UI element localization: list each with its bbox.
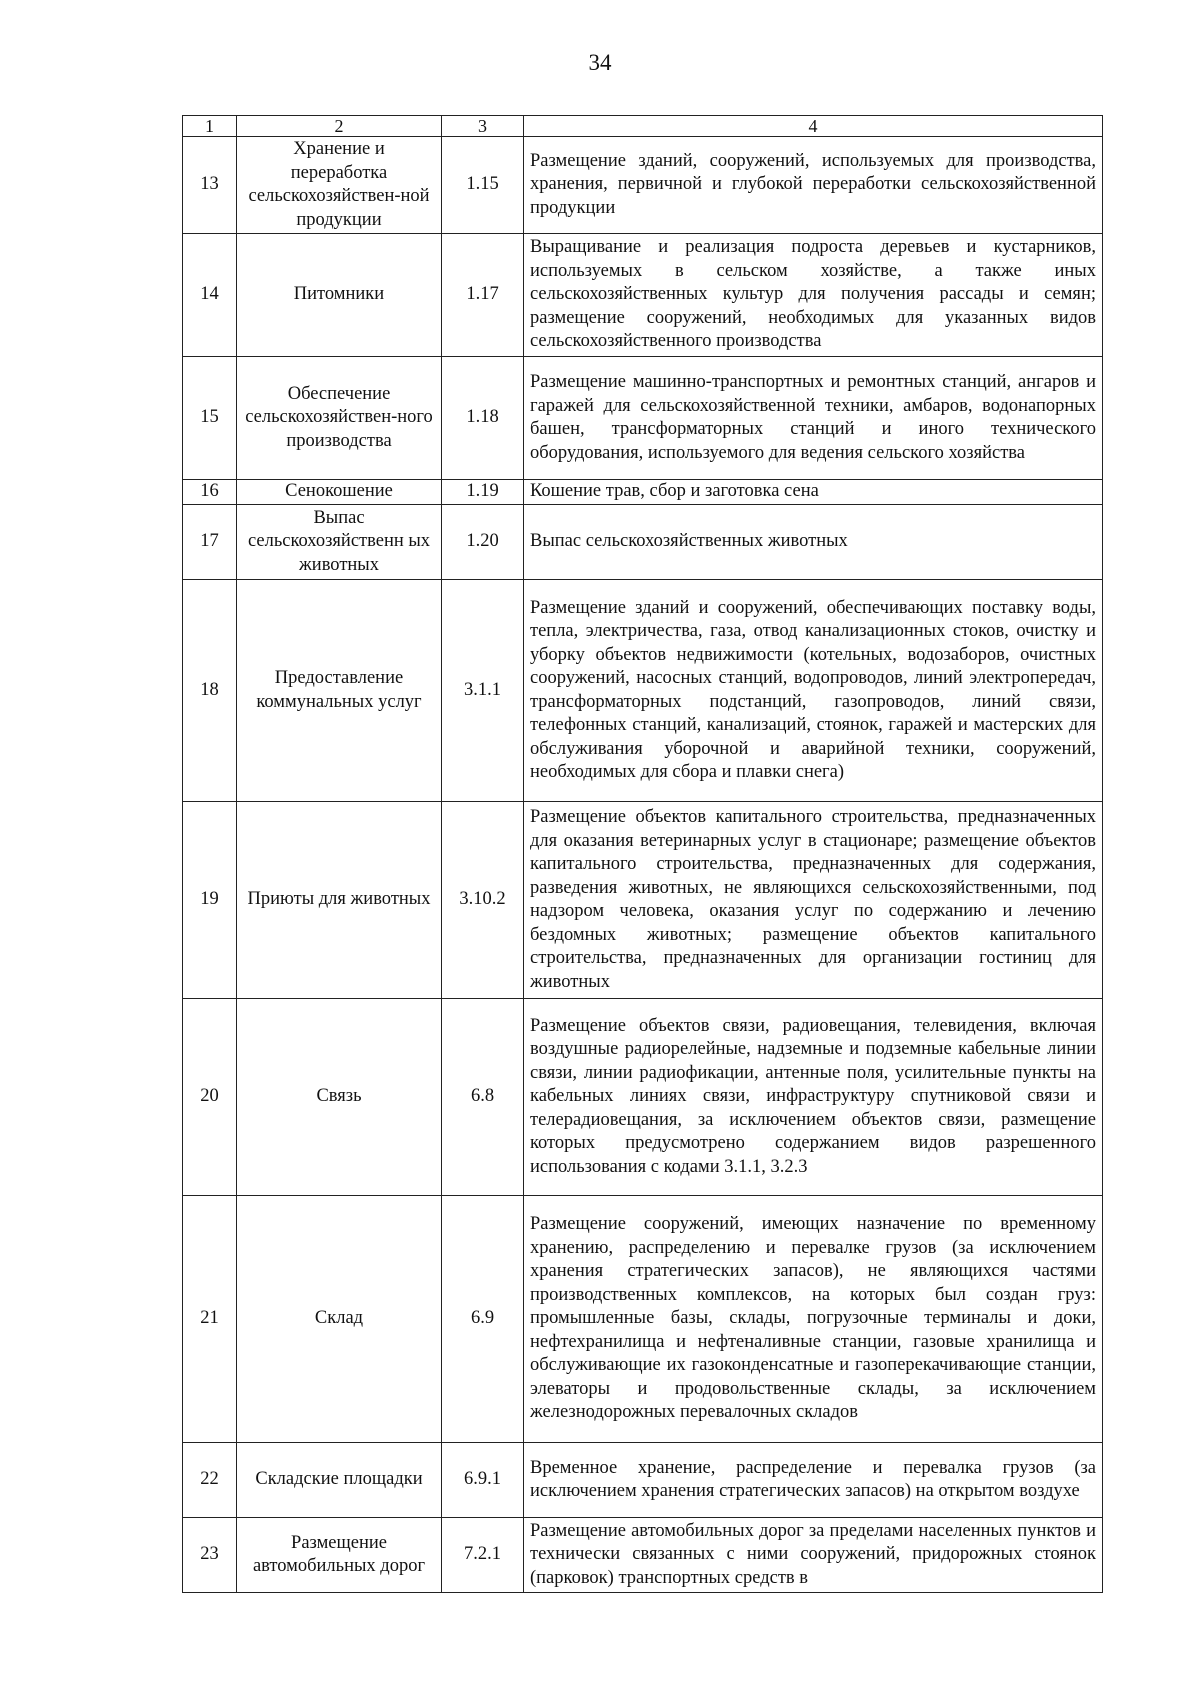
row-number: 19 <box>183 802 237 999</box>
row-name: Предоставление коммунальных услуг <box>237 580 442 802</box>
row-code: 1.17 <box>442 234 524 357</box>
row-name: Размещение автомобильных дорог <box>237 1518 442 1593</box>
row-code: 1.19 <box>442 480 524 505</box>
table-row <box>183 1518 1103 1593</box>
table-row <box>183 234 1103 357</box>
header-cell-3: 3 <box>442 116 524 137</box>
row-name: Выпас сельскохозяйственн ых животных <box>237 505 442 580</box>
table-row <box>183 357 1103 480</box>
row-number: 20 <box>183 999 237 1196</box>
row-number: 21 <box>183 1196 237 1443</box>
row-code: 7.2.1 <box>442 1518 524 1593</box>
table-row <box>183 999 1103 1196</box>
table-row <box>183 137 1103 234</box>
table-row <box>183 480 1103 505</box>
row-number: 14 <box>183 234 237 357</box>
table-row <box>183 802 1103 999</box>
row-name: Хранение и переработка сельскохозяйствен-ной продукции <box>237 137 442 234</box>
table-row <box>183 580 1103 802</box>
table-row <box>183 1196 1103 1443</box>
row-description: Размещение объектов связи, радиовещания, телевидения, включая воздушные радиорелейные, надземные и подземные кабельные линии связи, линии радиофикации, антенные поля, усилительные пункты на кабельных линиях связи, инфраструктуру спутниковой связи и телерадиовещания, за исключением объектов связи, размещение которых предусмотрено содержанием видов разрешенного использования с кодами 3.1.1, 3.2.3 <box>524 999 1103 1196</box>
row-code: 6.9 <box>442 1196 524 1443</box>
row-number: 13 <box>183 137 237 234</box>
header-cell-1: 1 <box>183 116 237 137</box>
row-description: Выращивание и реализация подроста деревьев и кустарников, используемых в сельском хозяйстве, а также иных сельскохозяйственных культур для получения рассады и семян; размещение сооружений, необходимых для указанных видов сельскохозяйственного производства <box>524 234 1103 357</box>
row-name: Связь <box>237 999 442 1196</box>
row-name: Склад <box>237 1196 442 1443</box>
row-description: Кошение трав, сбор и заготовка сена <box>524 480 1103 505</box>
row-code: 3.10.2 <box>442 802 524 999</box>
land-use-table <box>182 115 1103 1593</box>
row-description: Размещение зданий и сооружений, обеспечивающих поставку воды, тепла, электричества, газа, отвод канализационных стоков, очистку и уборку объектов недвижимости (котельных, водозаборов, очистных сооружений, насосных станций, водопроводов, линий электропередач, трансформаторных подстанций, газопроводов, линий связи, телефонных станций, канализаций, стоянок, гаражей и мастерских для обслуживания уборочной и аварийной техники, сооружений, необходимых для сбора и плавки снега) <box>524 580 1103 802</box>
row-name: Обеспечение сельскохозяйствен-ного производства <box>237 357 442 480</box>
row-description: Размещение объектов капитального строительства, предназначенных для оказания ветеринарных услуг в стационаре; размещение объектов капитального строительства, предназначенных для содержания, разведения животных, не являющихся сельскохозяйственными, под надзором человека, оказания услуг по содержанию и лечению бездомных животных; размещение объектов капитального строительства, предназначенных для организации гостиниц для животных <box>524 802 1103 999</box>
row-name: Складские площадки <box>237 1443 442 1518</box>
row-code: 6.8 <box>442 999 524 1196</box>
row-name: Питомники <box>237 234 442 357</box>
row-description: Размещение сооружений, имеющих назначение по временному хранению, распределению и перевалке грузов (за исключением хранения стратегических запасов), не являющихся частями производственных комплексов, на которых был создан груз: промышленные базы, склады, погрузочные терминалы и доки, нефтехранилища и нефтеналивные станции, газовые хранилища и обслуживающие их газоконденсатные и газоперекачивающие станции, элеваторы и продовольственные склады, за исключением железнодорожных перевалочных складов <box>524 1196 1103 1443</box>
header-cell-4: 4 <box>524 116 1103 137</box>
table-row <box>183 1443 1103 1518</box>
table-row <box>183 505 1103 580</box>
row-code: 3.1.1 <box>442 580 524 802</box>
row-number: 17 <box>183 505 237 580</box>
row-description: Размещение машинно-транспортных и ремонтных станций, ангаров и гаражей для сельскохозяйственной техники, амбаров, водонапорных башен, трансформаторных станций и иного технического оборудования, используемого для ведения сельского хозяйства <box>524 357 1103 480</box>
page-number: 34 <box>588 50 612 75</box>
row-number: 18 <box>183 580 237 802</box>
row-number: 16 <box>183 480 237 505</box>
row-description: Размещение автомобильных дорог за пределами населенных пунктов и технически связанных с ними сооружений, придорожных стоянок (парковок) транспортных средств в <box>524 1518 1103 1593</box>
row-code: 1.15 <box>442 137 524 234</box>
row-code: 6.9.1 <box>442 1443 524 1518</box>
row-description: Выпас сельскохозяйственных животных <box>524 505 1103 580</box>
row-number: 23 <box>183 1518 237 1593</box>
table-header-row <box>183 116 1103 137</box>
header-cell-2: 2 <box>237 116 442 137</box>
row-name: Сенокошение <box>237 480 442 505</box>
row-description: Временное хранение, распределение и перевалка грузов (за исключением хранения стратегических запасов) на открытом воздухе <box>524 1443 1103 1518</box>
row-number: 22 <box>183 1443 237 1518</box>
row-description: Размещение зданий, сооружений, используемых для производства, хранения, первичной и глубокой переработки сельскохозяйственной продукции <box>524 137 1103 234</box>
row-code: 1.18 <box>442 357 524 480</box>
row-code: 1.20 <box>442 505 524 580</box>
row-number: 15 <box>183 357 237 480</box>
row-name: Приюты для животных <box>237 802 442 999</box>
